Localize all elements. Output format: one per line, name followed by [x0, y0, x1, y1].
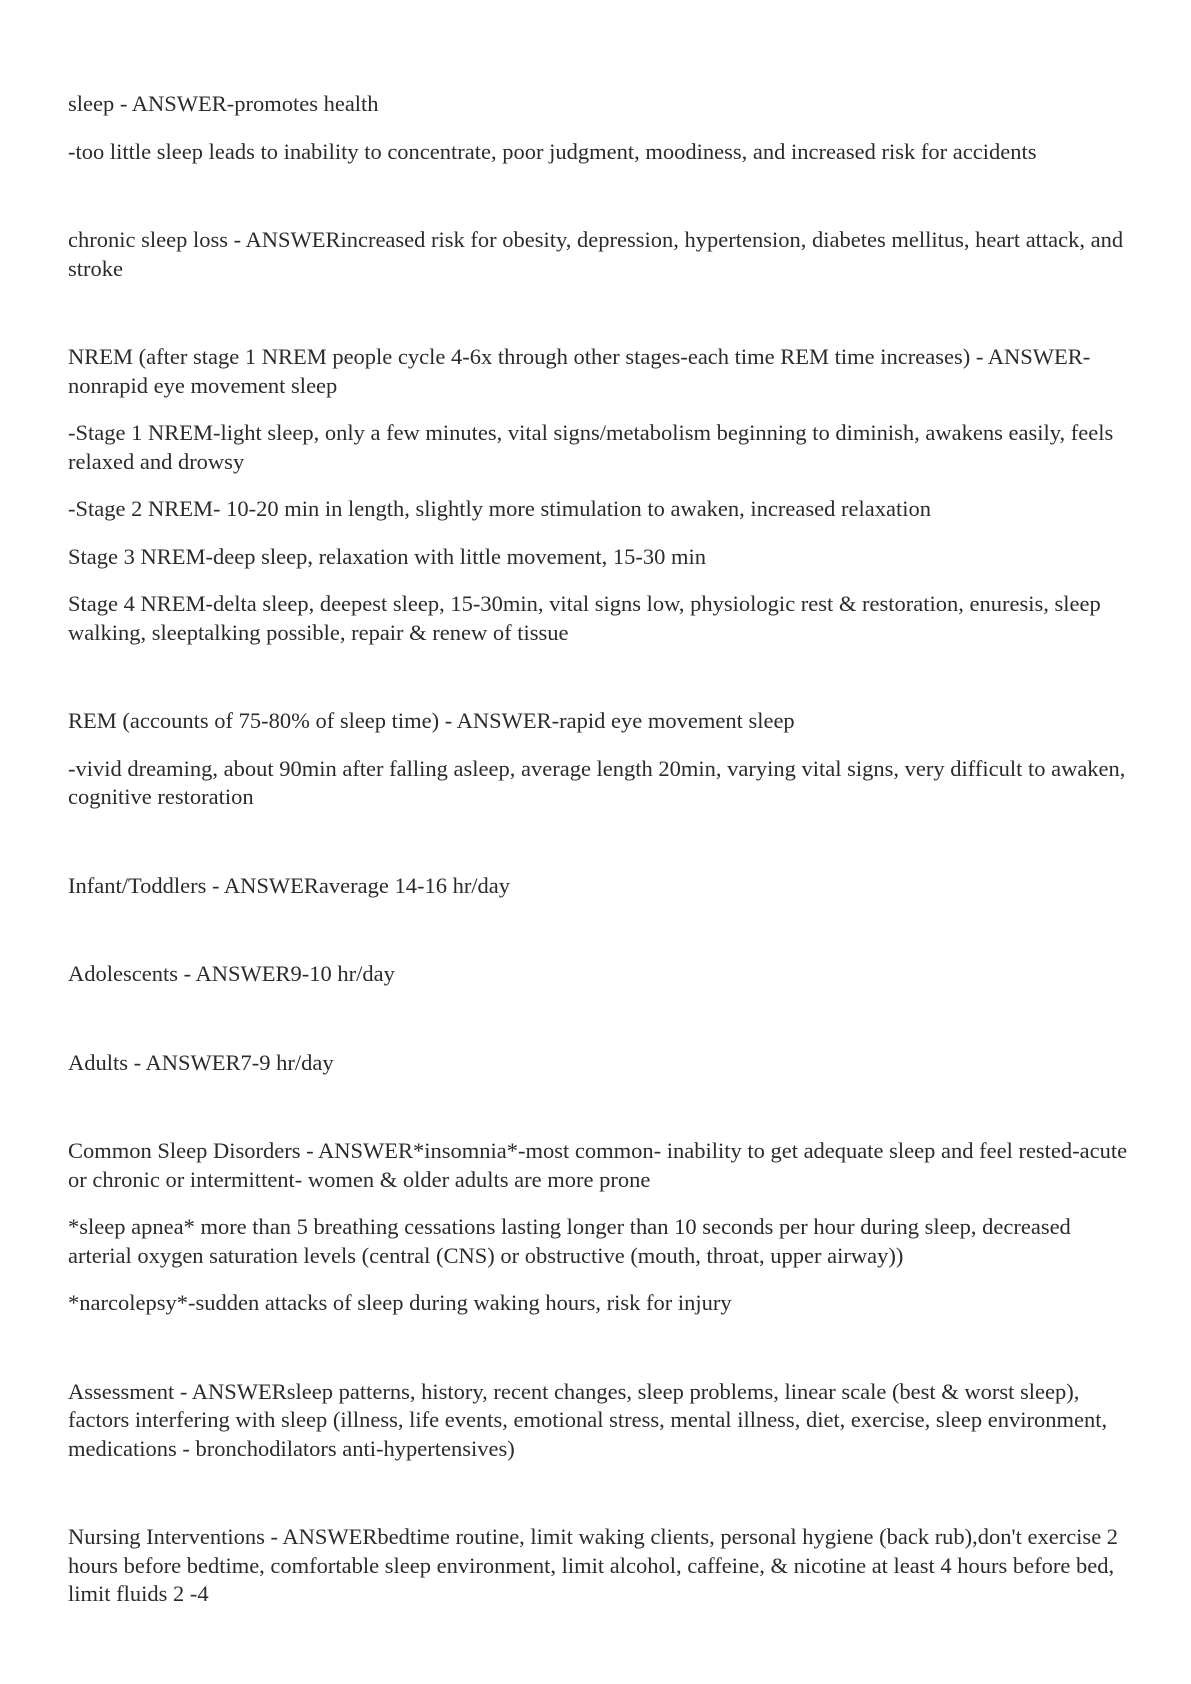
card-term-line: Common Sleep Disorders - ANSWER*insomnia*-most common- inability to get adequate sleep and feel rested-acute or chronic or intermittent- women & older adults are more prone: [68, 1138, 1128, 1192]
flashcard-nrem: [68, 343, 1128, 647]
flashcard-infant-toddlers: [68, 872, 1128, 901]
flashcard-adults: [68, 1049, 1128, 1078]
card-term-line: Nursing Interventions - ANSWERbedtime routine, limit waking clients, personal hygiene (back rub),don't exercise 2 hours before bedtime, comfortable sleep environment, limit alcohol, caffeine, & nicotine at least 4 hours before bed, limit fluids 2 -4: [68, 1524, 1119, 1606]
card-term-line: Assessment - ANSWERsleep patterns, history, recent changes, sleep problems, linear scale (best & worst sleep), factors interfering with sleep (illness, life events, emotional stress, mental illness, diet, exercise, sleep environment, medications - bronchodilators anti-hypertensives): [68, 1378, 1108, 1461]
card-term-line: sleep - ANSWER-promotes health: [68, 91, 379, 116]
flashcard-common-sleep-disorders: [68, 1137, 1128, 1318]
flashcard-adolescents: [68, 960, 1128, 989]
card-term-line: chronic sleep loss - ANSWERincreased risk for obesity, depression, hypertension, diabetes mellitus, heart attack, and stroke: [68, 227, 1124, 281]
card-term-line: Adults - ANSWER7-9 hr/day: [68, 1049, 334, 1075]
flashcard-sleep: [68, 90, 1128, 166]
card-detail-line: Stage 3 NREM-deep sleep, relaxation with little movement, 15-30 min: [68, 543, 706, 569]
card-detail-line: *sleep apnea* more than 5 breathing cessations lasting longer than 10 seconds per hour during sleep, decreased arterial oxygen saturation levels (central (CNS) or obstructive (mouth, throat, upper airway)): [68, 1214, 1071, 1268]
document-page: [68, 90, 1128, 1669]
card-term-line: REM (accounts of 75-80% of sleep time) - ANSWER-rapid eye movement sleep: [68, 708, 795, 733]
card-detail-line: *narcolepsy*-sudden attacks of sleep during waking hours, risk for injury: [68, 1290, 732, 1315]
flashcard-chronic-sleep-loss: [68, 226, 1128, 283]
card-term-line: NREM (after stage 1 NREM people cycle 4-6x through other stages-each time REM time increases) - ANSWER-nonrapid eye movement sleep: [68, 344, 1091, 398]
flashcard-nursing-interventions: [68, 1523, 1128, 1609]
card-detail-line: -Stage 1 NREM-light sleep, only a few minutes, vital signs/metabolism beginning to diminish, awakens easily, feels relaxed and drowsy: [68, 420, 1114, 474]
card-detail-line: -Stage 2 NREM- 10-20 min in length, slightly more stimulation to awaken, increased relaxation: [68, 496, 931, 521]
flashcard-rem: [68, 707, 1128, 812]
card-detail-line: Stage 4 NREM-delta sleep, deepest sleep, 15-30min, vital signs low, physiologic rest & restoration, enuresis, sleep walking, sleeptalking possible, repair & renew of tissue: [68, 591, 1101, 645]
card-term-line: Infant/Toddlers - ANSWERaverage 14-16 hr/day: [68, 872, 511, 898]
card-term-line: Adolescents - ANSWER9-10 hr/day: [68, 961, 395, 986]
flashcard-assessment: [68, 1378, 1128, 1464]
card-detail-line: -vivid dreaming, about 90min after falling asleep, average length 20min, varying vital signs, very difficult to awaken, cognitive restoration: [68, 755, 1126, 809]
card-detail-line: -too little sleep leads to inability to concentrate, poor judgment, moodiness, and increased risk for accidents: [68, 138, 1037, 164]
